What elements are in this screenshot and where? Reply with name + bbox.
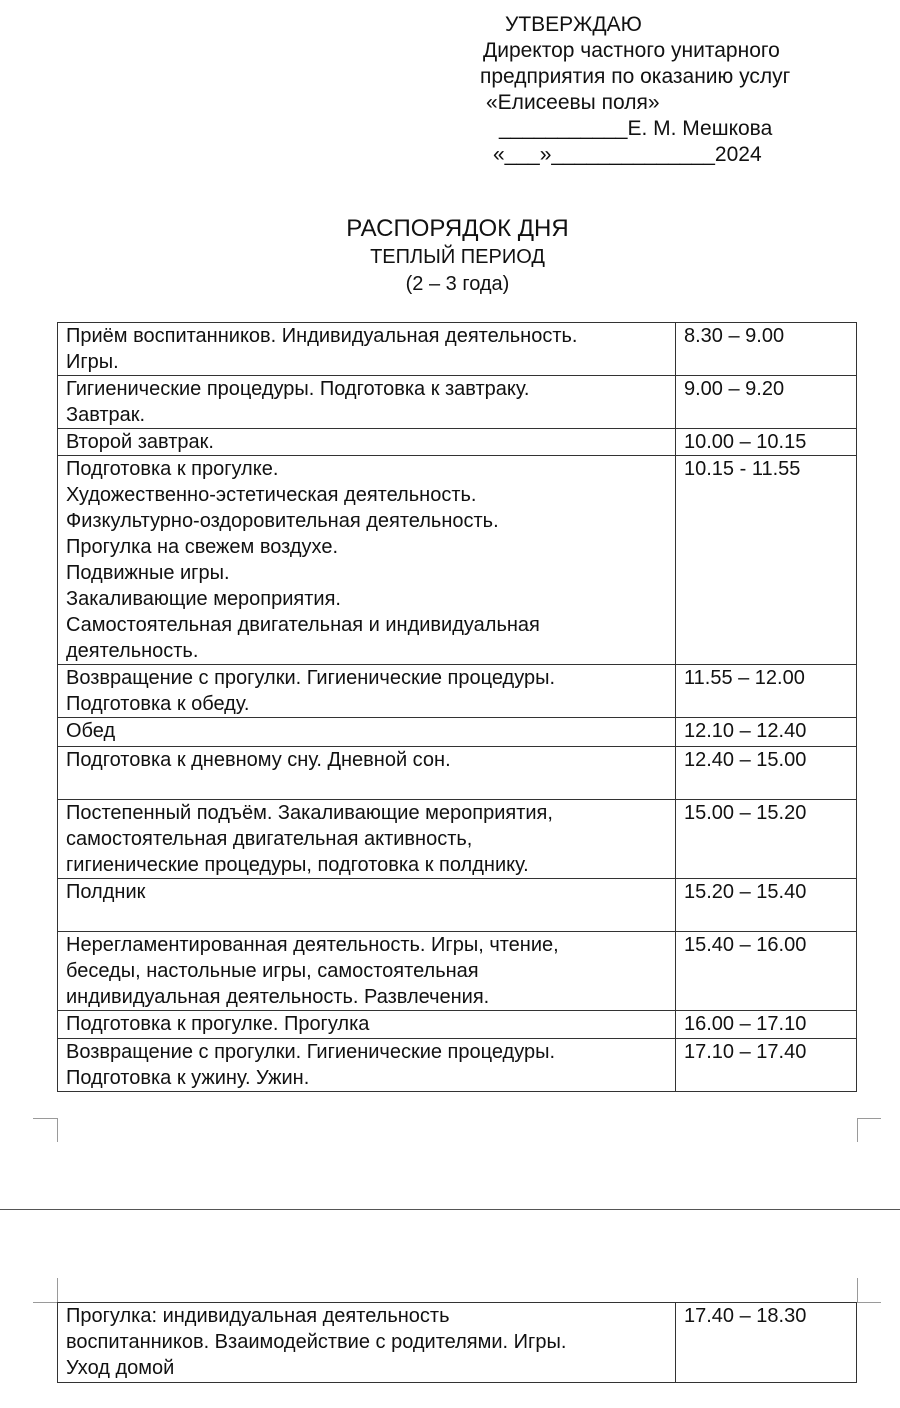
approval-enterprise: предприятия по оказанию услуг [480,65,791,88]
table-row [58,429,857,456]
time-cell: 15.00 – 15.20 [676,800,857,879]
approval-signature: ___________Е. М. Мешкова [499,117,773,140]
table-row [58,1011,857,1039]
page-corner-mark [57,1118,58,1142]
time-cell: 12.10 – 12.40 [676,718,857,747]
activity-cell: Возвращение с прогулки. Гигиенические процедуры. Подготовка к обеду. [58,665,676,718]
approval-director-title: Директор частного унитарного [483,39,780,62]
table-row [58,747,857,800]
activity-cell: Возвращение с прогулки. Гигиенические процедуры. Подготовка к ужину. Ужин. [58,1039,676,1092]
period-subtitle: ТЕПЛЫЙ ПЕРИОД [370,246,545,268]
document-title-block [0,214,900,298]
page-corner-mark [857,1302,881,1303]
approval-heading: УТВЕРЖДАЮ [505,13,642,36]
table-row [58,456,857,665]
approval-block [480,12,790,168]
page-corner-mark [57,1278,58,1302]
page-corner-mark [33,1302,57,1303]
table-row [58,1039,857,1092]
time-cell: 10.00 – 10.15 [676,429,857,456]
table-row [58,665,857,718]
page-break-separator [0,1209,900,1210]
approval-enterprise-name: «Елисеевы поля» [486,91,660,114]
time-cell: 15.20 – 15.40 [676,879,857,932]
schedule-table-continued [57,1302,857,1383]
document-title: РАСПОРЯДОК ДНЯ [346,215,569,242]
table-row [58,879,857,932]
activity-cell: Прогулка: индивидуальная деятельность воспитанников. Взаимодействие с родителями. Игры. Уход домой [58,1303,676,1383]
table-row [58,376,857,429]
time-cell: 12.40 – 15.00 [676,747,857,800]
activity-cell: Полдник [58,879,676,932]
time-cell: 16.00 – 17.10 [676,1011,857,1039]
table-row [58,323,857,376]
activity-cell: Гигиенические процедуры. Подготовка к завтраку. Завтрак. [58,376,676,429]
activity-cell: Обед [58,718,676,747]
table-row [58,1303,857,1383]
activity-cell: Второй завтрак. [58,429,676,456]
time-cell: 17.10 – 17.40 [676,1039,857,1092]
schedule-table [57,322,857,1092]
table-row [58,718,857,747]
approval-date: «___»______________2024 [493,143,762,166]
time-cell: 10.15 - 11.55 [676,456,857,665]
activity-cell: Приём воспитанников. Индивидуальная деятельность. Игры. [58,323,676,376]
table-row [58,800,857,879]
activity-cell: Подготовка к прогулке. Прогулка [58,1011,676,1039]
time-cell: 9.00 – 9.20 [676,376,857,429]
time-cell: 15.40 – 16.00 [676,932,857,1011]
time-cell: 8.30 – 9.00 [676,323,857,376]
page-corner-mark [857,1118,881,1119]
activity-cell: Подготовка к дневному сну. Дневной сон. [58,747,676,800]
page-corner-mark [857,1278,858,1302]
page-corner-mark [33,1118,57,1119]
activity-cell: Нерегламентированная деятельность. Игры, чтение, беседы, настольные игры, самостоятельная индивидуальная деятельность. Развлечения. [58,932,676,1011]
time-cell: 11.55 – 12.00 [676,665,857,718]
table-row [58,932,857,1011]
time-cell: 17.40 – 18.30 [676,1303,857,1383]
age-subtitle: (2 – 3 года) [405,273,510,295]
activity-cell: Постепенный подъём. Закаливающие мероприятия, самостоятельная двигательная активность, гигиенические процедуры, подготовка к полднику. [58,800,676,879]
activity-cell: Подготовка к прогулке. Художественно-эстетическая деятельность. Физкультурно-оздоровительная деятельность. Прогулка на свежем воздухе. Подвижные игры. Закаливающие мероприятия. Самостоятельная двигательная и индивидуальная деятельность. [58,456,676,665]
page-corner-mark [857,1118,858,1142]
